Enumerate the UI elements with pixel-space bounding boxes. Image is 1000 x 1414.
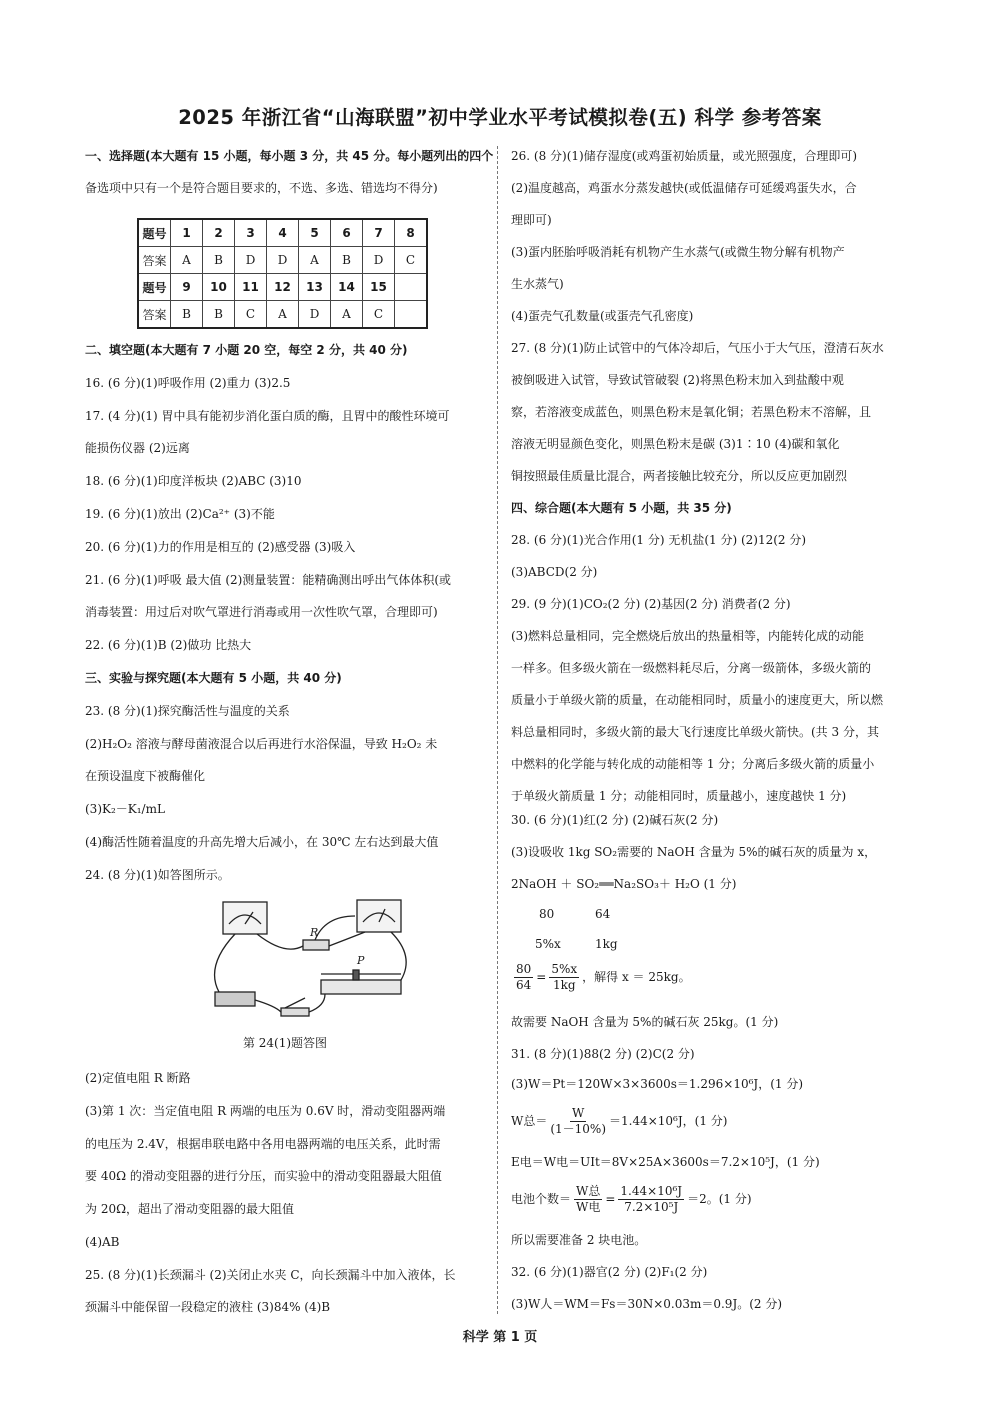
answer-26: 26. (8 分)(1)储存湿度(或鸡蛋初始质量，或光照强度，合理即可) bbox=[511, 149, 858, 163]
answer-24-4: (4)AB bbox=[85, 1235, 120, 1249]
answer-24-3-cont1: 的电压为 2.4V，根据串联电路中各用电器两端的电压关系，此时需 bbox=[85, 1137, 441, 1151]
answer-24: 24. (8 分)(1)如答图所示。 bbox=[85, 868, 230, 882]
answer-27-cont3: 溶液无明显颜色变化，则黑色粉末是碳 (3)1∶10 (4)碳和氧化 bbox=[511, 437, 840, 451]
table-row bbox=[138, 219, 427, 247]
answer-30-3: (3)设吸收 1kg SO₂需要的 NaOH 含量为 5%的碱石灰的质量为 x， bbox=[511, 845, 877, 859]
fraction: $\frac{80}{64}$ bbox=[516, 962, 532, 992]
answer-23-4: (4)酶活性随着温度的升高先增大后减小，在 30℃ 左右达到最大值 bbox=[85, 835, 439, 849]
answer-16: 16. (6 分)(1)呼吸作用 (2)重力 (3)2.5 bbox=[85, 376, 291, 390]
label-P: P bbox=[357, 954, 365, 967]
section-2-heading: 二、填空题(本大题有 7 小题 20 空，每空 2 分，共 40 分) bbox=[85, 343, 408, 357]
section-4-heading: 四、综合题(本大题有 5 小题，共 35 分) bbox=[511, 501, 732, 515]
answer-29-3: (3)燃料总量相同，完全燃烧后放出的热量相等，内能转化成的动能 bbox=[511, 629, 865, 643]
known-mass: 1kg bbox=[595, 937, 618, 951]
table-row bbox=[138, 247, 427, 274]
table-cell: A bbox=[299, 247, 331, 274]
table-cell: 4 bbox=[267, 219, 299, 247]
equation: 2NaOH ＋ SO₂══Na₂SO₃＋ H₂O (1 分) bbox=[511, 877, 737, 891]
section-3-heading: 三、实验与探究题(本大题有 5 小题，共 40 分) bbox=[85, 671, 342, 685]
section-1-heading: 一、选择题(本大题有 15 小题，每小题 3 分，共 45 分。每小题列出的四个 bbox=[85, 149, 494, 163]
table-cell: B bbox=[203, 247, 235, 274]
answer-31-3: (3)W＝Pt＝120W×3×3600s＝1.296×10⁶J，(1 分) bbox=[511, 1077, 804, 1091]
page-footer: 科学 第 1 页 bbox=[462, 1330, 538, 1345]
battery-count-equation: 电池个数＝ $\frac{\text{W总}}{\text{W电}}$ = $\frac{\text{1.44×10⁶J}}{\text{7.2×10⁵J}}$ ＝2。(1 分) bbox=[511, 1184, 752, 1214]
answer-25: 25. (8 分)(1)长颈漏斗 (2)关闭止水夹 C，向长颈漏斗中加入液体，长 bbox=[85, 1268, 456, 1282]
table-cell: 答案 bbox=[138, 247, 171, 274]
table-cell: C bbox=[395, 247, 428, 274]
table-cell: 11 bbox=[235, 274, 267, 301]
answer-31: 31. (8 分)(1)88(2 分) (2)C(2 分) bbox=[511, 1047, 695, 1061]
table-cell: C bbox=[235, 301, 267, 329]
answer-32-3: (3)W人＝WM＝Fs＝30N×0.03m＝0.9J。(2 分) bbox=[511, 1297, 783, 1311]
proportion-equation: $\frac{80}{64}$ = $\frac{5\%x}{1kg}$ ，解得 x ＝ 25kg。 bbox=[516, 962, 691, 992]
table-cell: A bbox=[331, 301, 363, 329]
answer-27: 27. (8 分)(1)防止试管中的气体冷却后，气压小于大气压，澄清石灰水 bbox=[511, 341, 884, 355]
answer-24-3: (3)第 1 次：当定值电阻 R 两端的电压为 0.6V 时，滑动变阻器两端 bbox=[85, 1104, 446, 1118]
molar-mass-so2: 64 bbox=[595, 907, 611, 921]
table-cell: 答案 bbox=[138, 301, 171, 329]
answer-32: 32. (6 分)(1)器官(2 分) (2)F₁(2 分) bbox=[511, 1265, 708, 1279]
answer-29-3-cont4: 中燃料的化学能与转化成的动能相等 1 分；分离后多级火箭的质量小 bbox=[511, 757, 875, 771]
table-cell: 3 bbox=[235, 219, 267, 247]
answer-24-3-cont3: 为 20Ω，超出了滑动变阻器的最大阻值 bbox=[85, 1202, 295, 1216]
table-cell: 7 bbox=[363, 219, 395, 247]
table-cell: 题号 bbox=[138, 219, 171, 247]
circuit-diagram-figure bbox=[205, 896, 425, 1026]
table-cell: B bbox=[171, 301, 203, 329]
column-divider bbox=[497, 146, 498, 1314]
table-cell: D bbox=[267, 247, 299, 274]
table-cell: 9 bbox=[171, 274, 203, 301]
table-cell: 8 bbox=[395, 219, 428, 247]
answer-23: 23. (8 分)(1)探究酶活性与温度的关系 bbox=[85, 704, 290, 718]
answer-19: 19. (6 分)(1)放出 (2)Ca²⁺ (3)不能 bbox=[85, 507, 275, 521]
table-cell: 14 bbox=[331, 274, 363, 301]
answer-23-3: (3)K₂－K₁/mL bbox=[85, 802, 165, 816]
table-cell: B bbox=[203, 301, 235, 329]
answer-table bbox=[137, 218, 428, 329]
table-cell: D bbox=[299, 301, 331, 329]
answer-29-3-cont5: 于单级火箭质量 1 分；动能相同时，质量越小，速度越快 1 分) bbox=[511, 789, 847, 803]
table-cell: A bbox=[267, 301, 299, 329]
page-title: 2025 年浙江省“山海联盟”初中学业水平考试模拟卷(五) 科学 参考答案 bbox=[178, 106, 822, 129]
answer-31-conclusion: 所以需要准备 2 块电池。 bbox=[511, 1233, 647, 1247]
figure-caption: 第 24(1)题答图 bbox=[242, 1036, 328, 1050]
unknown-mass: 5%x bbox=[535, 937, 561, 951]
table-row bbox=[138, 301, 427, 329]
battery-energy-equation: E电＝W电＝UIt＝8V×25A×3600s＝7.2×10⁵J，(1 分) bbox=[511, 1155, 820, 1169]
table-cell: B bbox=[331, 247, 363, 274]
total-work-equation: W总＝ $\frac{W}{(1-10\%)}$ ＝1.44×10⁶J，(1 分) bbox=[511, 1106, 728, 1136]
answer-21: 21. (6 分)(1)呼吸 最大值 (2)测量装置：能精确测出呼出气体体积(或 bbox=[85, 573, 452, 587]
table-cell: D bbox=[235, 247, 267, 274]
answer-29: 29. (9 分)(1)CO₂(2 分) (2)基因(2 分) 消费者(2 分) bbox=[511, 597, 791, 611]
answer-29-3-cont1: 一样多。但多级火箭在一级燃料耗尽后，分离一级箭体，多级火箭的 bbox=[511, 661, 872, 675]
answer-26-3-cont: 生水蒸气) bbox=[511, 277, 564, 291]
answer-30-conclusion: 故需要 NaOH 含量为 5%的碱石灰 25kg。(1 分) bbox=[511, 1015, 779, 1029]
table-cell: A bbox=[171, 247, 203, 274]
fraction: $\frac{\text{W总}}{\text{W电}}$ bbox=[576, 1184, 601, 1214]
answer-28-3: (3)ABCD(2 分) bbox=[511, 565, 598, 579]
answer-27-cont2: 察，若溶液变成蓝色，则黑色粉末是氧化铜；若黑色粉末不溶解，且 bbox=[511, 405, 872, 419]
table-cell: 6 bbox=[331, 219, 363, 247]
answer-23-2-cont: 在预设温度下被酶催化 bbox=[85, 769, 206, 783]
answer-28: 28. (6 分)(1)光合作用(1 分) 无机盐(1 分) (2)12(2 分) bbox=[511, 533, 807, 547]
table-cell: 13 bbox=[299, 274, 331, 301]
table-cell: C bbox=[363, 301, 395, 329]
answer-27-cont4: 铜按照最佳质量比混合，两者接触比较充分，所以反应更加剧烈 bbox=[511, 469, 848, 483]
answer-29-3-cont3: 料总量相同时，多级火箭的最大飞行速度比单级火箭快。(共 3 分，其 bbox=[511, 725, 879, 739]
label-R: R bbox=[310, 926, 319, 939]
answer-18: 18. (6 分)(1)印度洋板块 (2)ABC (3)10 bbox=[85, 474, 302, 488]
answer-24-2: (2)定值电阻 R 断路 bbox=[85, 1071, 191, 1085]
table-cell: 5 bbox=[299, 219, 331, 247]
fraction: $\frac{5\%x}{1kg}$ bbox=[551, 962, 578, 992]
answer-23-2: (2)H₂O₂ 溶液与酵母菌液混合以后再进行水浴保温，导致 H₂O₂ 未 bbox=[85, 737, 438, 751]
fraction: $\frac{W}{(1-10\%)}$ bbox=[550, 1106, 607, 1136]
answer-17: 17. (4 分)(1) 胃中具有能初步消化蛋白质的酶，且胃中的酸性环境可 bbox=[85, 409, 450, 423]
answer-30: 30. (6 分)(1)红(2 分) (2)碱石灰(2 分) bbox=[511, 813, 719, 827]
molar-mass-naoh: 80 bbox=[539, 907, 555, 921]
answer-26-2: (2)温度越高，鸡蛋水分蒸发越快(或低温储存可延缓鸡蛋失水，合 bbox=[511, 181, 857, 195]
table-cell: 题号 bbox=[138, 274, 171, 301]
table-cell bbox=[395, 301, 428, 329]
table-cell: 15 bbox=[363, 274, 395, 301]
answer-26-4: (4)蛋壳气孔数量(或蛋壳气孔密度) bbox=[511, 309, 694, 323]
table-row bbox=[138, 274, 427, 301]
table-cell: 12 bbox=[267, 274, 299, 301]
table-cell: 1 bbox=[171, 219, 203, 247]
fraction: $\frac{\text{1.44×10⁶J}}{\text{7.2×10⁵J}}$ bbox=[620, 1184, 683, 1214]
answer-26-2-cont: 理即可) bbox=[511, 213, 552, 227]
answer-21-cont: 消毒装置：用过后对吹气罩进行消毒或用一次性吹气罩，合理即可) bbox=[85, 605, 438, 619]
answer-27-cont1: 被倒吸进入试管，导致试管破裂 (2)将黑色粉末加入到盐酸中观 bbox=[511, 373, 844, 387]
answer-29-3-cont2: 质量小于单级火箭的质量，在动能相同时，质量小的速度更大，所以燃 bbox=[511, 693, 884, 707]
answer-17-cont: 能损伤仪器 (2)远离 bbox=[85, 441, 190, 455]
table-cell bbox=[395, 274, 428, 301]
answer-26-3: (3)蛋内胚胎呼吸消耗有机物产生水蒸气(或微生物分解有机物产 bbox=[511, 245, 845, 259]
table-cell: 10 bbox=[203, 274, 235, 301]
answer-25-cont: 颈漏斗中能保留一段稳定的液柱 (3)84% (4)B bbox=[85, 1300, 331, 1314]
answer-24-3-cont2: 要 40Ω 的滑动变阻器的进行分压，而实验中的滑动变阻器最大阻值 bbox=[85, 1169, 442, 1183]
table-cell: D bbox=[363, 247, 395, 274]
section-1-note: 备选项中只有一个是符合题目要求的，不选、多选、错选均不得分) bbox=[85, 181, 438, 195]
answer-20: 20. (6 分)(1)力的作用是相互的 (2)感受器 (3)吸入 bbox=[85, 540, 356, 554]
table-cell: 2 bbox=[203, 219, 235, 247]
answer-22: 22. (6 分)(1)B (2)做功 比热大 bbox=[85, 638, 252, 652]
